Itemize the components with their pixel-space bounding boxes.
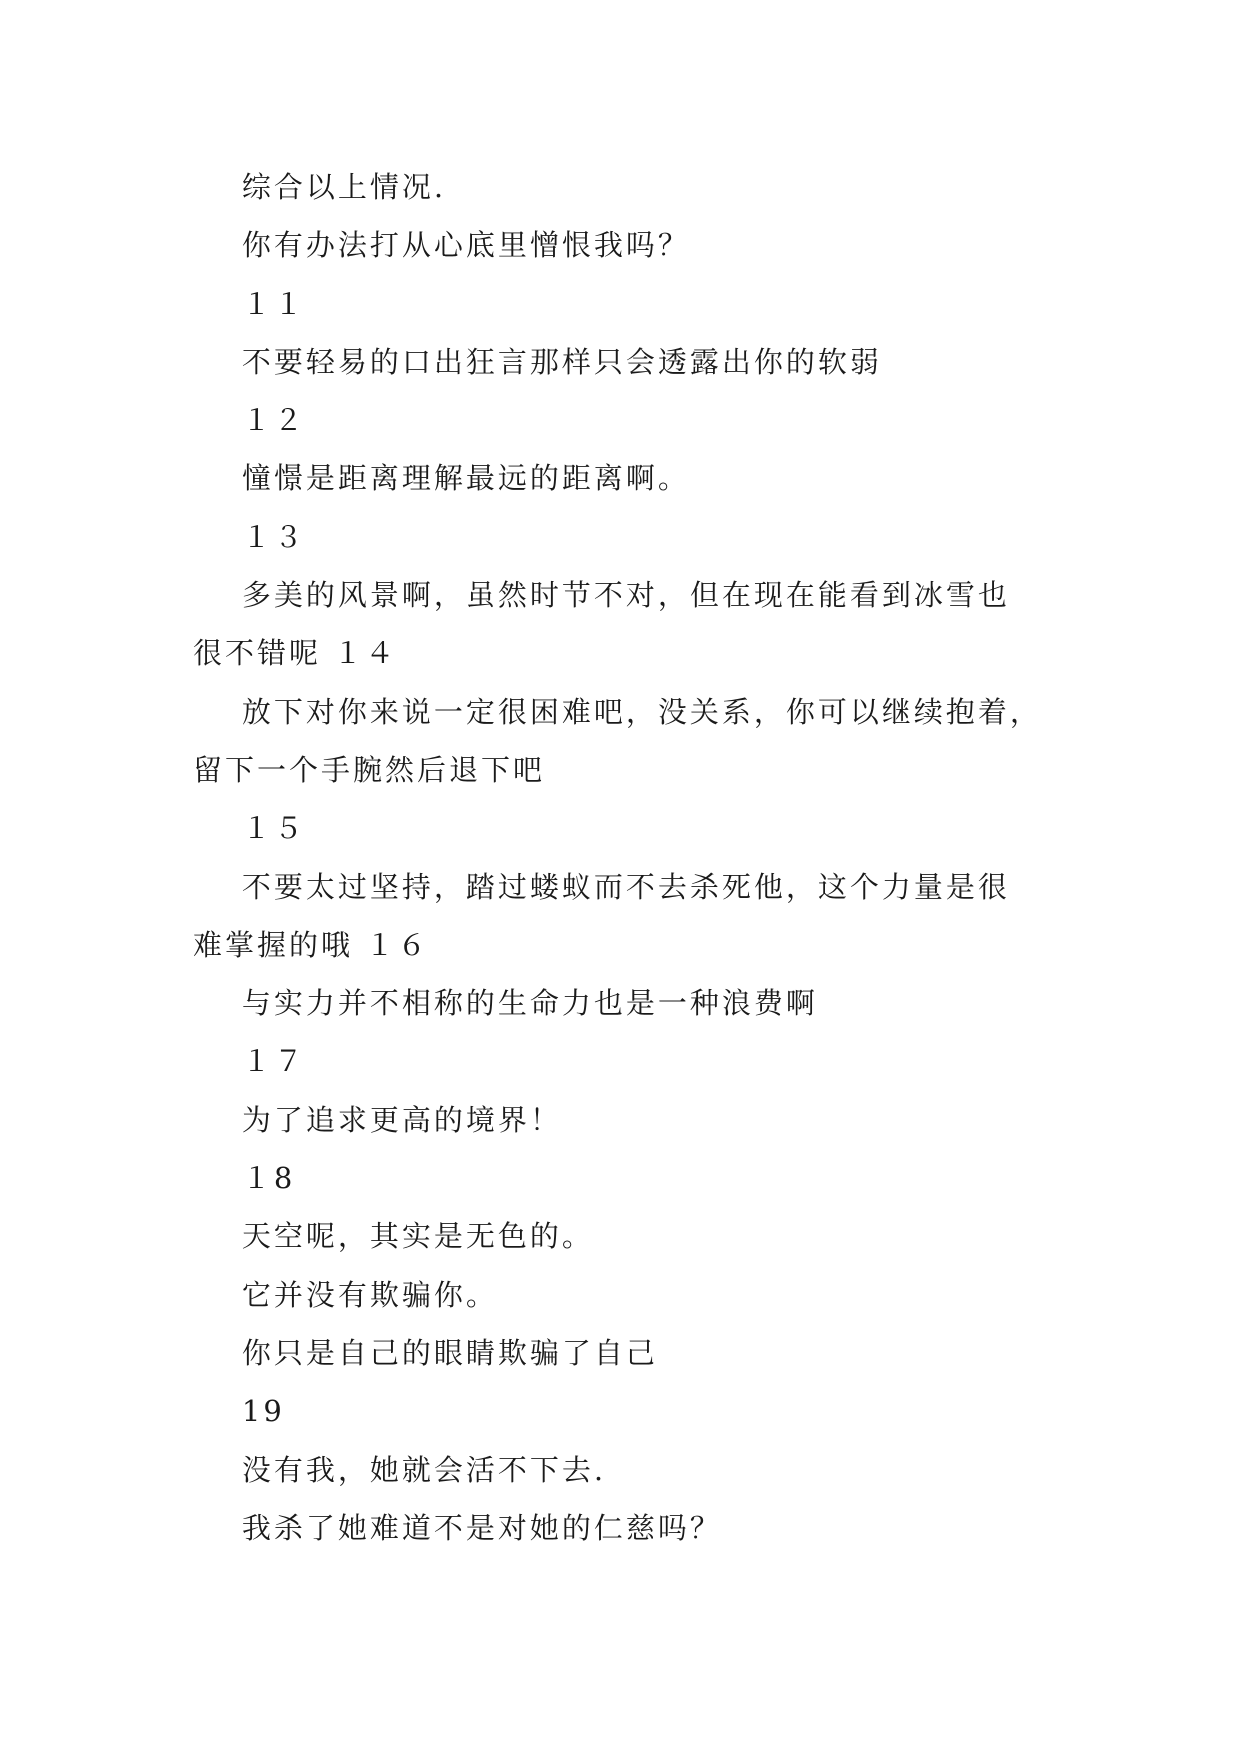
text-line: 多美的风景啊，虽然时节不对，但在现在能看到冰雪也: [193, 578, 1010, 613]
text-line: 没有我，她就会活不下去.: [193, 1452, 607, 1487]
text-line: 不要太过坚持，踏过蝼蚁而不去杀死他，这个力量是很: [193, 869, 1010, 904]
text-line: １３: [193, 519, 306, 554]
text-line: 与实力并不相称的生命力也是一种浪费啊: [193, 986, 818, 1021]
text-line: 憧憬是距离理解最远的距离啊。: [193, 461, 690, 496]
text-line: １５: [193, 811, 306, 846]
document-body: [193, 158, 1073, 1557]
text-line: 放下对你来说一定很困难吧，没关系，你可以继续抱着，: [193, 694, 1042, 729]
text-line: 难掌握的哦 １６: [193, 927, 430, 962]
text-line: １２: [193, 403, 306, 438]
text-line: １8: [193, 1161, 296, 1196]
text-line: 19: [193, 1394, 285, 1429]
text-line: 你有办法打从心底里憎恨我吗？: [193, 228, 690, 263]
text-line: 我杀了她难道不是对她的仁慈吗？: [193, 1510, 722, 1545]
text-line: 不要轻易的口出狂言那样只会透露出你的软弱: [193, 344, 882, 379]
text-line: １１: [193, 286, 306, 321]
text-line: 为了追求更高的境界！: [193, 1102, 562, 1137]
text-line: 综合以上情况.: [193, 170, 447, 204]
text-line: 天空呢，其实是无色的。: [193, 1219, 594, 1254]
text-line: 它并没有欺骗你。: [193, 1277, 498, 1312]
text-line: １７: [193, 1044, 306, 1079]
text-line: 很不错呢 １４: [193, 636, 398, 671]
text-line: 你只是自己的眼睛欺骗了自己: [193, 1335, 658, 1370]
text-line: 留下一个手腕然后退下吧: [193, 752, 546, 787]
